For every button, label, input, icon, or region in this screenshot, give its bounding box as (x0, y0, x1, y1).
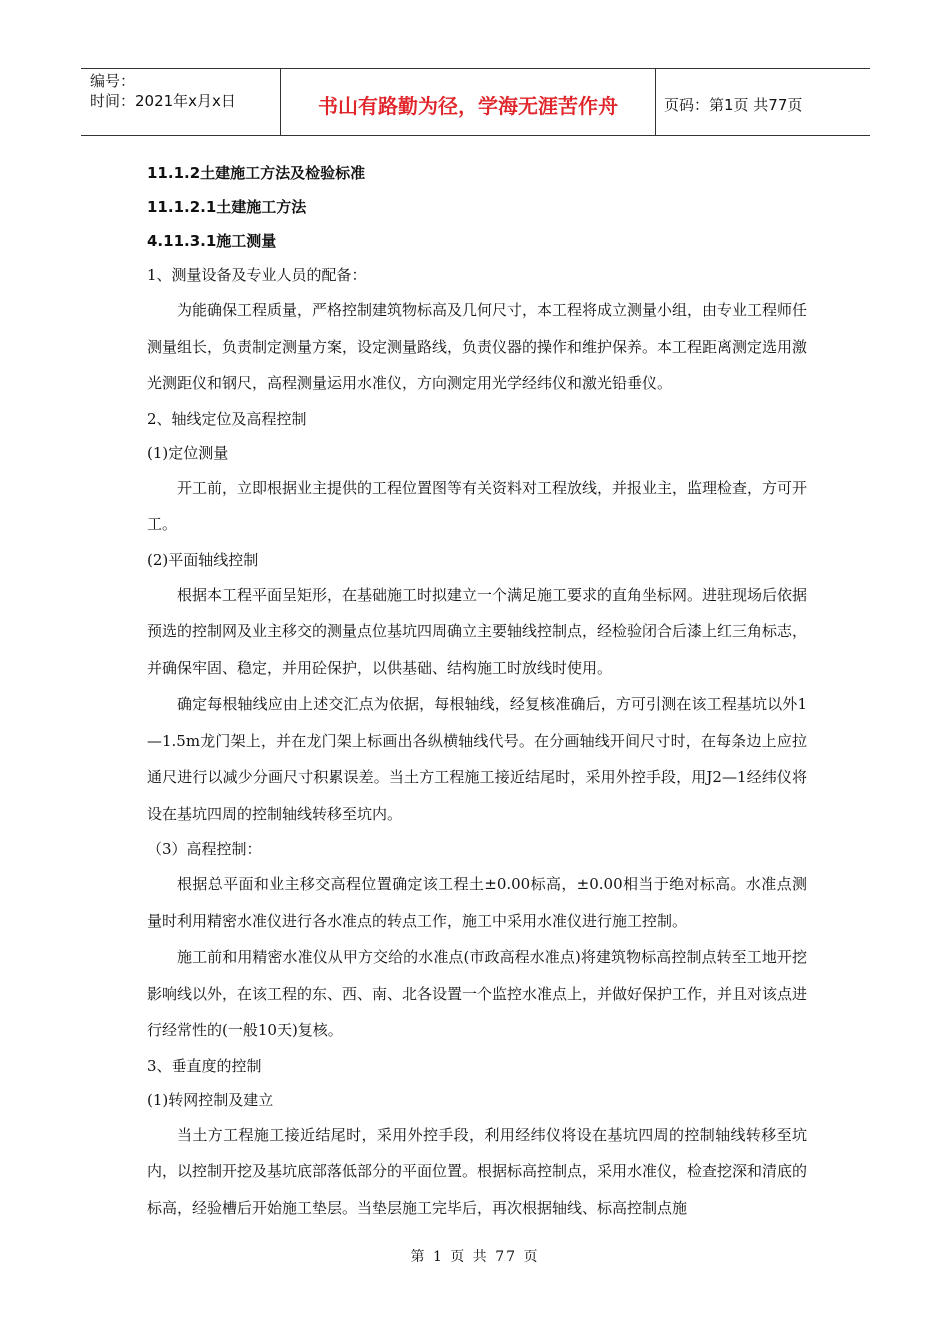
section-2-sub-1: (1)定位测量 (147, 443, 229, 462)
page-header (81, 68, 870, 136)
heading-1: 11.1.2土建施工方法及检验标准 (147, 164, 366, 182)
section-2-sub-2: (2)平面轴线控制 (147, 550, 259, 569)
section-2-title: 2、轴线定位及高程控制 (147, 409, 307, 428)
page-footer: 第 1 页 共 77 页 (410, 1249, 540, 1265)
section-3-sub-1: (1)转网控制及建立 (147, 1090, 274, 1109)
section-2-paragraph-5: 施工前和用精密水准仪从甲方交给的水准点(市政高程水准点)将建筑物标高控制点转至工地开挖影响线以外，在该工程的东、西、南、北各设置一个监控水准点上，并做好保护工作，并且对该点进行经常性的(一般10天)复核。 (147, 948, 808, 1039)
document-body (147, 156, 807, 1226)
section-2-paragraph-1: 开工前，立即根据业主提供的工程位置图等有关资料对工程放线，并报业主，监理检查，方可开工。 (147, 478, 808, 533)
motto: 书山有路勤为径，学海无涯苦作舟 (281, 69, 656, 135)
heading-2: 11.1.2.1土建施工方法 (147, 198, 307, 216)
page-info: 页码：第1页 共77页 (664, 95, 803, 114)
heading-3: 4.11.3.1施工测量 (147, 232, 277, 250)
section-3-title: 3、垂直度的控制 (147, 1056, 262, 1075)
section-3-paragraph-1: 当土方工程施工接近结尾时，采用外控手段，利用经纬仪将设在基坑四周的控制轴线转移至坑内，以控制开挖及基坑底部落低部分的平面位置。根据标高控制点，采用水准仪，检查挖深和清底的标高，经验槽后开始施工垫层。当垫层施工完毕后，再次根据轴线、标高控制点施 (147, 1125, 808, 1217)
section-2-paragraph-3: 确定每根轴线应由上述交汇点为依据，每根轴线，经复核准确后，方可引测在该工程基坑以外1—1.5m龙门架上，并在龙门架上标画出各纵横轴线代号。在分画轴线开间尺寸时，在每条边上应拉通尺进行以减少分画尺寸积累误差。当土方工程施工接近结尾时，采用外控手段，用J2—1经纬仪将设在基坑四周的控制轴线转移至坑内。 (147, 695, 807, 823)
section-2-paragraph-4: 根据总平面和业主移交高程位置确定该工程土±0.00标高，±0.00相当于绝对标高。水准点测量时利用精密水准仪进行各水准点的转点工作，施工中采用水准仪进行施工控制。 (147, 875, 807, 930)
header-meta (81, 69, 281, 135)
time-label: 时间：2021年x月x日 (90, 92, 236, 110)
section-1-paragraph-1: 为能确保工程质量，严格控制建筑物标高及几何尺寸，本工程将成立测量小组，由专业工程师任测量组长，负责制定测量方案，设定测量路线，负责仪器的操作和维护保养。本工程距离测定选用激光测距仪和钢尺，高程测量运用水准仪，方向测定用光学经纬仪和激光铅垂仪。 (147, 301, 808, 392)
section-2-sub-3: （3）高程控制： (147, 840, 262, 858)
code-label: 编号： (90, 72, 136, 90)
section-1-title: 1、测量设备及专业人员的配备： (147, 266, 367, 284)
section-2-paragraph-2: 根据本工程平面呈矩形，在基础施工时拟建立一个满足施工要求的直角坐标网。进驻现场后依据预选的控制网及业主移交的测量点位基坑四周确立主要轴线控制点，经检验闭合后漆上红三角标志，并确保牢固、稳定，并用砼保护，以供基础、结构施工时放线时使用。 (147, 585, 808, 677)
